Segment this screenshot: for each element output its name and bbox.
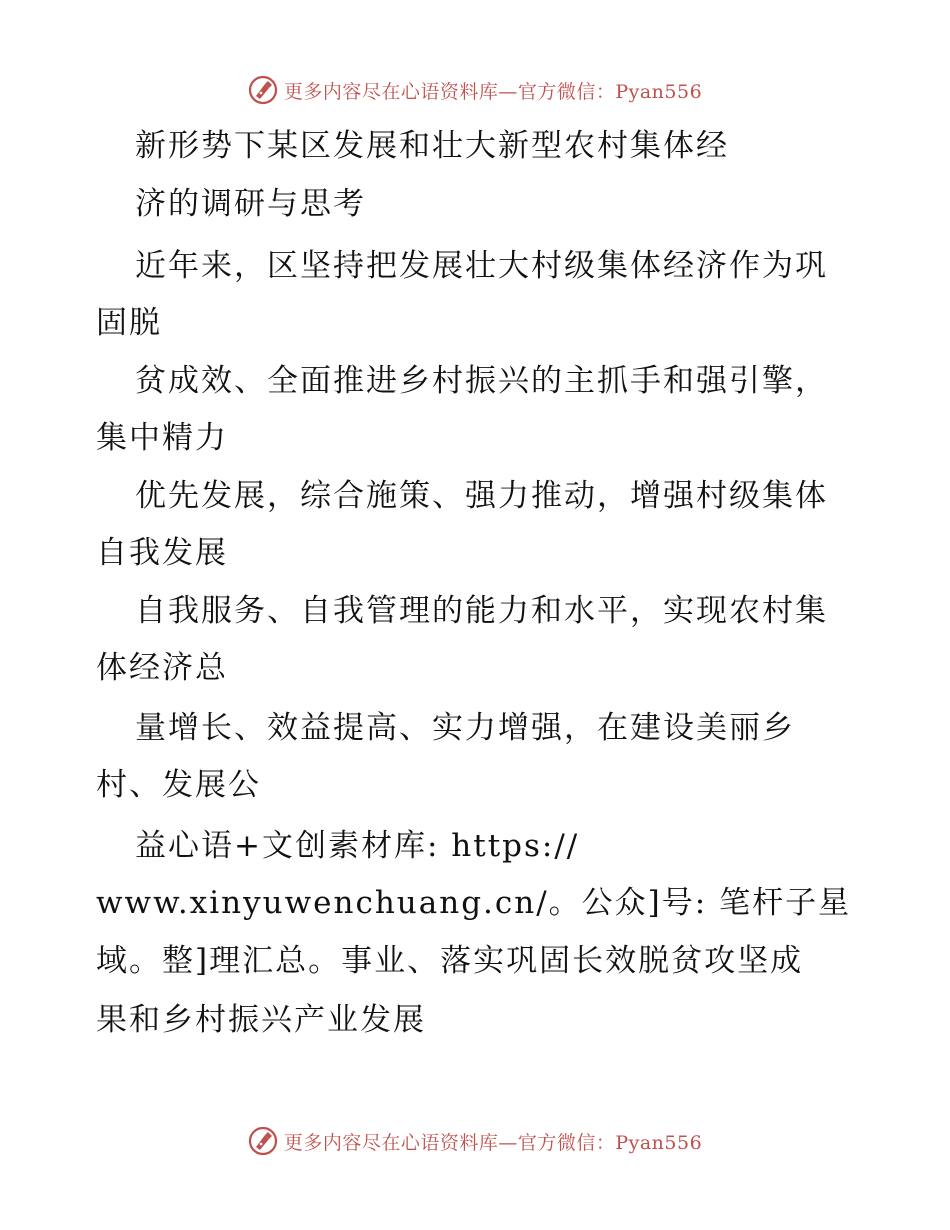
paragraph-line: 近年来，区坚持把发展壮大村级集体经济作为巩 (135, 248, 828, 284)
paragraph-line: 体经济总 (96, 650, 228, 686)
footer-watermark-banner (0, 1121, 950, 1161)
paragraph-line: 果和乡村振兴产业发展 (96, 1002, 426, 1038)
pen-nib-seal-icon (248, 1126, 278, 1156)
paragraph-line: 固脱 (96, 305, 162, 341)
paragraph-line: 村、发展公 (96, 767, 261, 803)
paragraph-line: 自我服务、自我管理的能力和水平，实现农村集 (135, 593, 828, 629)
pen-nib-seal-icon (248, 75, 278, 105)
paragraph-line: 自我发展 (96, 535, 228, 571)
header-watermark-text: 更多内容尽在心语资料库—官方微信：Pyan556 (283, 80, 703, 103)
paragraph-line: www.xinyuwenchuang.cn/。公众]号: 笔杆子星 (96, 885, 852, 921)
paragraph-line: 域。整]理汇总。事业、落实巩固长效脱贫攻坚成 (96, 943, 804, 979)
paragraph-line: 集中精力 (96, 420, 228, 456)
paragraph-line: 优先发展，综合施策、强力推动，增强村级集体 (135, 478, 828, 514)
doc-title-line-1: 新形势下某区发展和壮大新型农村集体经 (135, 128, 729, 164)
paragraph-line: 贫成效、全面推进乡村振兴的主抓手和强引擎， (135, 363, 828, 399)
paragraph-line: 益心语+文创素材库: https:// (135, 828, 580, 864)
paragraph-line: 量增长、效益提高、实力增强，在建设美丽乡 (135, 710, 795, 746)
footer-watermark-text: 更多内容尽在心语资料库—官方微信：Pyan556 (283, 1131, 703, 1154)
header-watermark-banner (0, 70, 950, 110)
doc-title-line-2: 济的调研与思考 (135, 186, 366, 222)
